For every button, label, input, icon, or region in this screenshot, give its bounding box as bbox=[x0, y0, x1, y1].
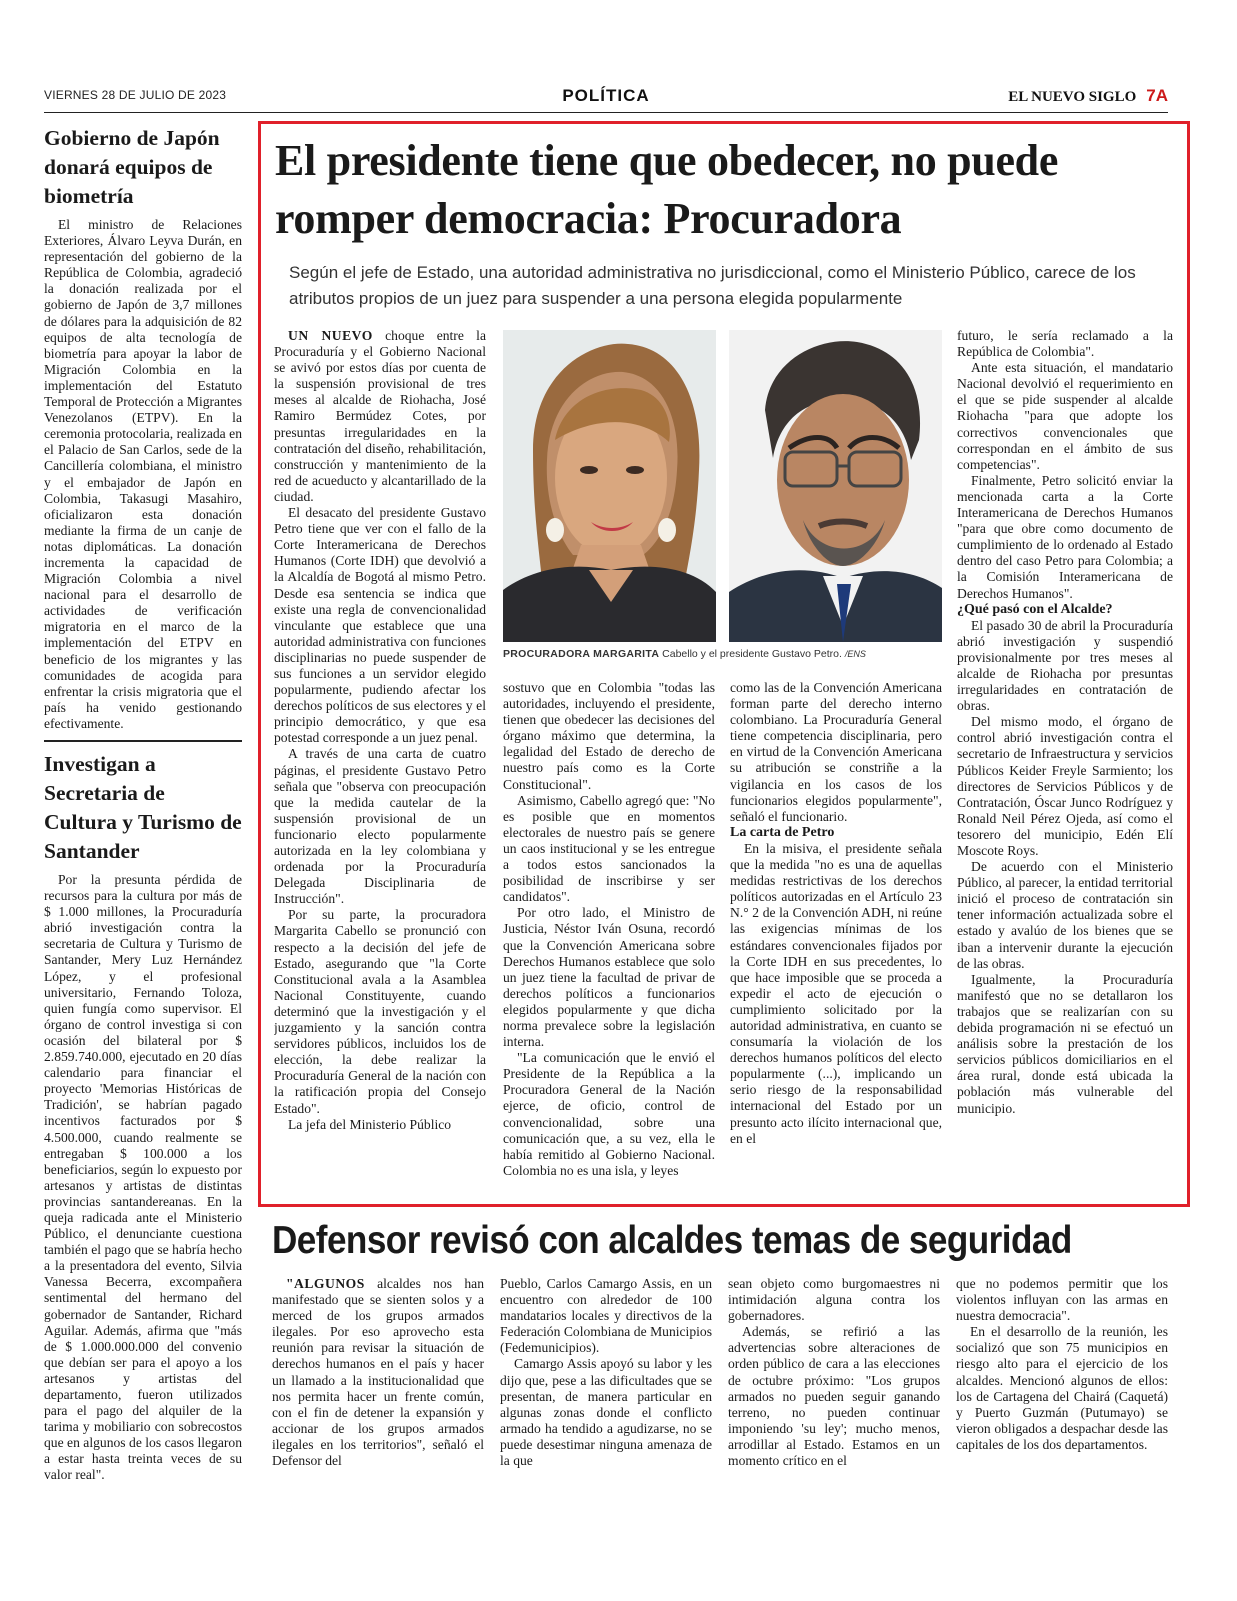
paragraph-text: choque entre la Procuraduría y el Gobierno Nacional se avivó por estos días por cuenta de la suspensión provisional de tres meses al alcalde de Riohacha, José Ramiro Bermúdez Cotes, por presuntas irregularidades en la contratación del diseño, rehabilitación, construcción y mantenimiento de la red de acueducto y alcantarillado de la ciudad. bbox=[274, 328, 486, 504]
lead-word: "ALGUNOS bbox=[286, 1276, 365, 1291]
paragraph: En el desarrollo de la reunión, les socializó que son 75 municipios en riesgo alto para el ejercicio de los alcaldes. Mencionó algunos de ellos: los de Cartagena del Chairá (Caquetá) y Puerto Guzmán (Putumayo) se vieron obligados a despachar desde las capitales de los dos departamentos. bbox=[956, 1324, 1168, 1452]
lead-paragraph bbox=[272, 1276, 484, 1469]
photo-margarita-cabello bbox=[503, 330, 716, 642]
feature-column-3 bbox=[730, 680, 942, 1198]
photo-gustavo-petro bbox=[729, 330, 942, 642]
feature-photos bbox=[503, 330, 942, 642]
feature-dek: Según el jefe de Estado, una autoridad administrativa no jurisdiccional, como el Ministerio Público, carece de los atributos propios de un juez para suspender a una persona elegida popularmente bbox=[289, 263, 1136, 308]
paragraph: Por su parte, la procuradora Margarita Cabello se pronunció con respecto a la decisión del jefe de Estado, asegurando que "la Corte Constitucional avala a la Asamblea Nacional Constituyente, cuando determinó que la investigación y el juzgamiento y la sanción contra servidores públicos, incluidos los de elección, la debe realizar la Procuraduría General de la nación con la ratificación propia del Consejo Estado". bbox=[274, 907, 486, 1116]
paragraph: Además, se refirió a las advertencias sobre alteraciones de orden público de cara a las elecciones de octubre próximo: "Los grupos armados no pueden seguir ganando terreno, no pueden continuar imponiendo 'su ley'; mucho menos, arrodillar al Estado. Estamos en un momento crítico en el bbox=[728, 1324, 940, 1469]
paragraph: sean objeto como burgomaestres ni intimidación alguna contra los gobernadores. bbox=[728, 1276, 940, 1324]
masthead bbox=[44, 86, 1168, 113]
paragraph: futuro, le sería reclamado a la República de Colombia". bbox=[957, 328, 1173, 360]
feature-headline: El presidente tiene que obedecer, no puede romper democracia: Procuradora bbox=[275, 136, 1059, 243]
featured-article bbox=[258, 121, 1190, 1207]
paragraph-text: alcaldes nos han manifestado que se sienten solos y a merced de los grupos armados ilegales. Por eso aprovecho esta reunión para revisar la situación de derechos humanos en el país y hacer un llamado a la institucionalidad que nos permita hacer un frente común, con el fin de detener la expansión y accionar de los grupos armados ilegales en los territorios", señaló el Defensor del bbox=[272, 1276, 484, 1469]
paragraph: "La comunicación que le envió el Presidente de la República a la Procuradora General de la Nación ejerce, de oficio, control de convencionalidad, sobre una comunicación que, a su vez, ella le había remitido al Gobierno Nacional. Colombia no es una isla, y leyes bbox=[503, 1050, 715, 1178]
sidebar-story2-body bbox=[44, 872, 242, 1484]
section-title: POLÍTICA bbox=[562, 86, 650, 105]
feature-column-4 bbox=[957, 328, 1173, 1198]
divider bbox=[44, 740, 242, 742]
paragraph: Por otro lado, el Ministro de Justicia, Néstor Iván Osuna, recordó que la Convención Americana sobre Derechos Humanos establece que solo un juez tiene la facultad de privar de derechos políticos a funcionarios elegidos popularmente y que dicha norma prevalece sobre la legislación interna. bbox=[503, 905, 715, 1050]
paragraph: Del mismo modo, el órgano de control abrió investigación contra el secretario de Infraestructura y servicios Públicos Keider Freyle Sarmiento; los directores de Servicios Públicos y de Contratación, Óscar Junco Rodríguez y Ronald Neil Pérez Ojeda, así como el tesorero del municipio, Edén Elí Moscote Roys. bbox=[957, 714, 1173, 858]
caption-credit: /ENS bbox=[844, 649, 866, 659]
paragraph: A través de una carta de cuatro páginas, el presidente Gustavo Petro señala que "observa con preocupación que la medida cautelar de la suspensión provisional de un funcionario electo popularmente autorizada en la ley colombiana y ordenada por la Procuraduría Delegada Disciplinaria de Instrucción". bbox=[274, 746, 486, 907]
feature-column-1 bbox=[274, 328, 486, 1198]
subheading-carta-de-petro: La carta de Petro bbox=[730, 824, 835, 840]
sidebar-story2-headline: Investigan a Secretaria de Cultura y Turismo de Santander bbox=[44, 752, 242, 863]
article2-column-4 bbox=[956, 1276, 1168, 1486]
photo-caption bbox=[503, 648, 953, 660]
paragraph: Finalmente, Petro solicitó enviar la mencionada carta a la Corte Interamericana de Derechos Humanos "para que obre como documento de cumplimiento de lo ordenado al Estado dentro del caso Petro para Colombia; a la Comisión Interamericana de Derechos Humanos". bbox=[957, 472, 1173, 601]
caption-lead: PROCURADORA MARGARITA bbox=[503, 648, 660, 660]
portrait-woman-image bbox=[503, 330, 716, 642]
paragraph: Camargo Assis apoyó su labor y les dijo que, pese a las dificultades que se presentan, de manera particular en algunas zonas donde el conflicto armado ha tendido a agudizarse, no se puede desestimar ninguna amenaza de la que bbox=[500, 1356, 712, 1469]
portrait-man-image bbox=[729, 330, 942, 642]
edition-date: VIERNES 28 DE JULIO DE 2023 bbox=[44, 88, 227, 102]
paragraph: El desacato del presidente Gustavo Petro tiene que ver con el fallo de la Corte Interamericana de Derechos Humanos (Corte IDH) que devolvió a la Alcaldía de Bogotá al mismo Petro. Desde esa sentencia se indica que existe una regla de convencionalidad vinculante que establece que una autoridad administrativa con funciones disciplinarias no puede suspender de sus funciones a un servidor elegido popularmente, pudiendo afectar los derechos políticos de sus electores y el principio democrático, y que esa potestad corresponde a un juez penal. bbox=[274, 505, 486, 746]
paragraph: La jefa del Ministerio Público bbox=[288, 1116, 452, 1132]
sidebar-story1-body bbox=[44, 217, 242, 732]
newspaper-brand bbox=[1008, 86, 1168, 106]
article2-column-2 bbox=[500, 1276, 712, 1486]
paragraph: Ante esta situación, el mandatario Nacional devolvió el requerimiento en el que se pide suspender al alcalde Riohacha "para que adopte los correctivos convencionales que correspondan en el ámbito de sus competencias". bbox=[957, 360, 1173, 472]
article2-column-1 bbox=[272, 1276, 484, 1486]
paragraph: Por la presunta pérdida de recursos para la cultura por más de $ 1.000 millones, la Procuraduría abrió investigación contra la secretaria de Cultura y Turismo de Santander, Mery Luz Hernández López, y el profesional universitario, Fernando Toloza, quien fungía como supervisor. El órgano de control investiga si con ocasión del bilateral por $ 2.859.740.000, ejecutado en 20 días calendario para financiar el proyecto 'Memorias Históricas de Tradición', se habrían pagado incentivos facturados por $ 4.500.000, cuando realmente se entregaban $ 100.000 a los beneficiarios, según lo expuesto por artesanos y artistas de distintas provincias santandereanas. En la queja radicada ante el Ministerio Público, el denunciante cuestiona también el pago que se habría hecho a la presentadora del evento, Silvia Vanessa Becerra, excompañera sentimental del hermano del gobernador de Santander, Richard Aguilar. Además, afirma que "más de $ 1.000.000.000 del convenio que debían ser para el apoyo a los artesanos y artistas del departamento, fueron utilizados para el pago del alquiler de la tarima y mobiliario con sobrecostos que en algunos de los casos llegaron a estar hasta treinta veces de su valor real". bbox=[44, 872, 242, 1483]
article2-headline: Defensor revisó con alcaldes temas de seguridad bbox=[272, 1219, 1072, 1262]
subheading-que-paso-con-el-alcalde: ¿Qué pasó con el Alcalde? bbox=[957, 601, 1113, 617]
lead-word: UN NUEVO bbox=[288, 328, 373, 343]
feature-column-2 bbox=[503, 680, 715, 1198]
paragraph: Igualmente, la Procuraduría manifestó que no se detallaron los trabajos que se realizarían con su debida programación ni se efectuó un análisis sobre la prestación de los servicios públicos domiciliarios en el área rural, donde está ubicada la población más vulnerable del municipio. bbox=[957, 971, 1173, 1116]
paragraph: El ministro de Relaciones Exteriores, Álvaro Leyva Durán, en representación del gobierno de la República de Colombia, agradeció la donación realizada por el gobierno de Japón de 3,7 millones de dólares para la adquisición de 82 equipos de alta tecnología de biometría para apoyar la labor de Migración Colombia en la implementación del Estatuto Temporal de Protección a Migrantes Venezolanos (ETPV). En la ceremonia protocolaria, realizada en el Palacio de San Carlos, sede de la Cancillería colombiana, el ministro y el embajador de Japón en Colombia, Takasugi Masahiro, oficializaron esta donación mediante la firma de un canje de notas diplomáticas. La donación incrementa la capacidad de Migración Colombia a nivel nacional para el desarrollo de actividades de verificación migratoria en el marco de la implementación del ETPV en beneficio de los migrantes y las comunidades de acogida para enfrentar la crisis migratoria que el país ha venido gestionando efectivamente. bbox=[44, 217, 242, 731]
paragraph: Pueblo, Carlos Camargo Assis, en un encuentro con alrededor de 100 mandatarios locales y directivos de la Federación Colombiana de Municipios (Fedemunicipios). bbox=[500, 1276, 712, 1356]
caption-text: Cabello y el presidente Gustavo Petro. bbox=[662, 648, 842, 660]
paragraph: sostuvo que en Colombia "todas las autoridades, incluyendo el presidente, tienen que obedecer las decisiones del órgano máximo que determina, la legalidad del Estado de derecho de nuestro país como es la Corte Constitucional". bbox=[503, 680, 715, 792]
sidebar-column bbox=[44, 118, 242, 1488]
paragraph: como las de la Convención Americana forman parte del derecho interno colombiano. La Procuraduría General tiene competencia disciplinaria, pero en virtud de la Convención Americana su atribución se constriñe a la vigilancia en los casos de los funcionarios elegidos popularmente", señaló el funcionario. bbox=[730, 680, 942, 824]
paragraph: En la misiva, el presidente señala que la medida "no es una de aquellas medidas restrictivas de los derechos políticos autorizadas en el Artículo 23 N.° 2 de la Convención ADH, ni reúne las exigencias mínimas de los estándares convencionales fijados por la Corte IDH en sus precedentes, lo que hace imposible que se proceda a expedir el acto de ejecución o cumplimiento solicitado por la autoridad administrativa, en cuanto se consumaría la violación de los derechos humanos políticos del electo popularmente (...), implicando un serio riesgo de la responsabilidad internacional del Estado por un presunto acto ilícito internacional que, en el bbox=[730, 840, 942, 1146]
sidebar-story1-headline: Gobierno de Japón donará equipos de biometría bbox=[44, 126, 220, 208]
paragraph: Asimismo, Cabello agregó que: "No es posible que en momentos electorales de nuestro país se genere un caos institucional y se les entregue a todos estos sancionados la posibilidad de inscribirse y ser candidatos". bbox=[503, 792, 715, 905]
lead-paragraph bbox=[274, 328, 486, 505]
paragraph: De acuerdo con el Ministerio Público, al parecer, la entidad territorial inició el proceso de contratación sin tener información actualizada sobre el estado y avalúo de los bienes que se iban a intervenir durante la ejecución de las obras. bbox=[957, 859, 1173, 971]
page-number: 7A bbox=[1146, 86, 1168, 105]
paragraph: que no podemos permitir que los violentos influyan con las armas en nuestra democracia". bbox=[956, 1276, 1168, 1324]
article2-column-3 bbox=[728, 1276, 940, 1486]
newspaper-name: EL NUEVO SIGLO bbox=[1008, 89, 1137, 105]
paragraph: El pasado 30 de abril la Procuraduría abrió investigación y suspendió provisionalmente por tres meses al alcalde de Riohacha por presuntas irregularidades en contratación de obras. bbox=[957, 617, 1173, 714]
